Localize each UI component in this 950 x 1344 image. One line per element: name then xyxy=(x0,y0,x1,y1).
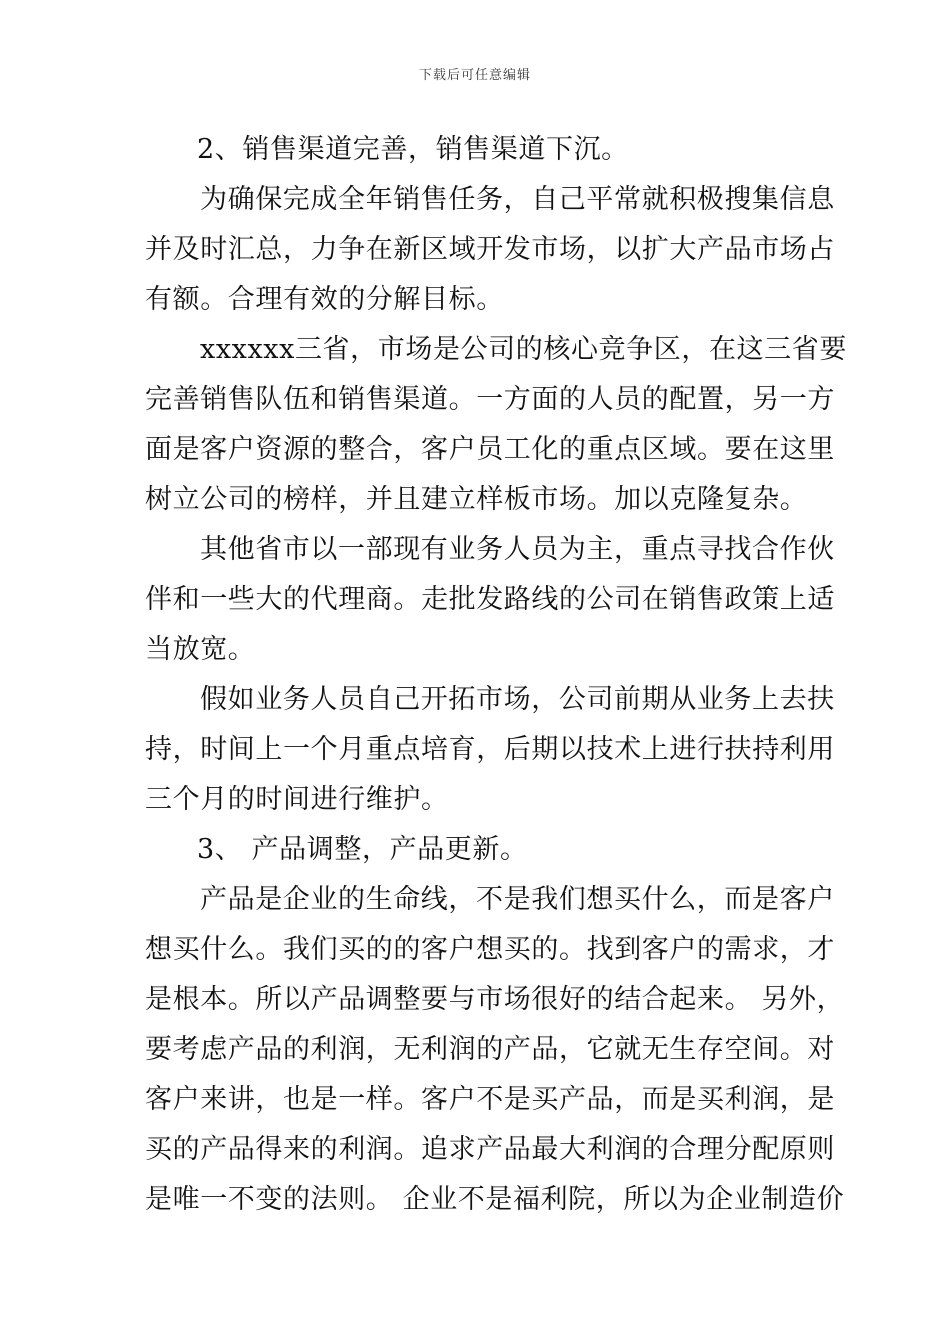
text-line: 持，时间上一个月重点培育，后期以技术上进行扶持利用 xyxy=(145,734,835,765)
text-line: 完善销售队伍和销售渠道。一方面的人员的配置，另一方 xyxy=(145,384,835,415)
text-line: 是唯一不变的法则。 企业不是福利院，所以为企业制造价 xyxy=(145,1184,845,1215)
page-header: 下载后可任意编辑 xyxy=(418,68,531,83)
text-line: 当放宽。 xyxy=(145,634,256,665)
text-line: 要考虑产品的利润，无利润的产品，它就无生存空间。对 xyxy=(145,1034,835,1065)
text-line: 是根本。所以产品调整要与市场很好的结合起来。 另外， xyxy=(145,984,845,1015)
text-line: 产品是企业的生命线，不是我们想买什么，而是客户 xyxy=(200,884,835,915)
text-line: 客户来讲，也是一样。客户不是买产品，而是买利润，是 xyxy=(145,1084,835,1115)
text-line: 2、销售渠道完善，销售渠道下沉。 xyxy=(197,134,629,165)
text-line: 面是客户资源的整合，客户员工化的重点区域。要在这里 xyxy=(145,434,835,465)
text-line: 三个月的时间进行维护。 xyxy=(145,784,449,815)
text-line: 伴和一些大的代理商。走批发路线的公司在销售政策上适 xyxy=(145,584,835,615)
text-line: 树立公司的榜样，并且建立样板市场。加以克隆复杂。 xyxy=(145,484,808,515)
text-line: 买的产品得来的利润。追求产品最大利润的合理分配原则 xyxy=(145,1134,835,1165)
text-line: xxxxxx三省，市场是公司的核心竞争区，在这三省要 xyxy=(200,334,847,365)
text-line: 并及时汇总，力争在新区域开发市场，以扩大产品市场占 xyxy=(145,234,835,265)
text-line: 其他省市以一部现有业务人员为主，重点寻找合作伙 xyxy=(200,534,835,565)
text-line: 有额。合理有效的分解目标。 xyxy=(145,284,504,315)
text-line: 3、 产品调整，产品更新。 xyxy=(197,834,528,865)
text-line: 为确保完成全年销售任务，自己平常就积极搜集信息 xyxy=(200,184,835,215)
text-line: 想买什么。我们买的的客户想买的。找到客户的需求，才 xyxy=(145,934,835,965)
text-line: 假如业务人员自己开拓市场，公司前期从业务上去扶 xyxy=(200,684,835,715)
